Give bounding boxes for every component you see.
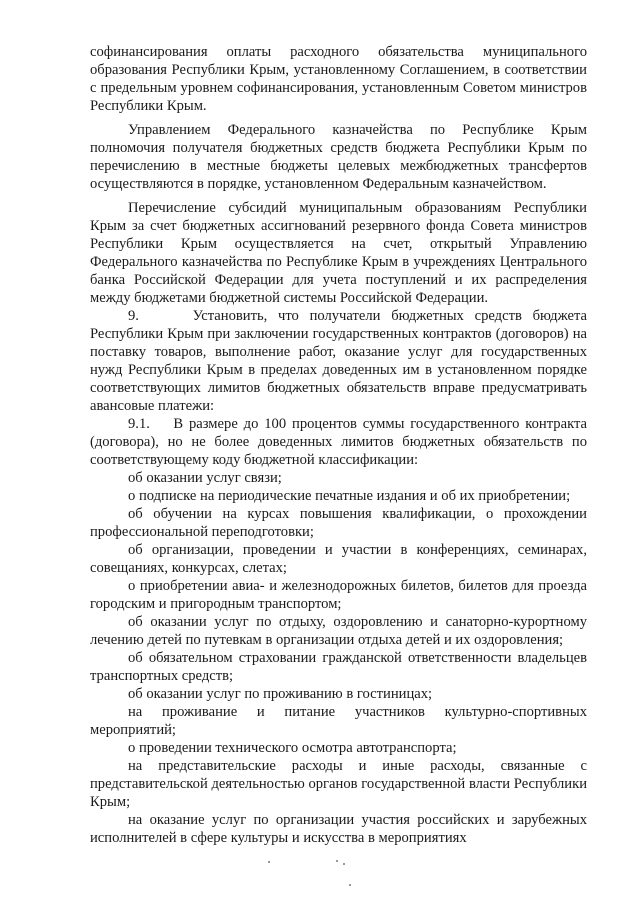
list-item: о подписке на периодические печатные издания и об их приобретении;	[128, 488, 571, 504]
list-item: на представительские расходы и иные расходы, связанные с представительской деятельностью органов государственной власти Республики Крым;	[90, 758, 587, 810]
scan-speck	[336, 860, 338, 862]
list-item: о проведении технического осмотра автотранспорта;	[128, 740, 457, 756]
list-item: об организации, проведении и участии в конференциях, семинарах, совещаниях, конкурсах, слетах;	[90, 542, 587, 576]
paragraph-item-9-1: 9.1. В размере до 100 процентов суммы государственного контракта (договора), но не более доведенных лимитов бюджетных обязательств по соответствующему коду бюджетной классификации:	[90, 416, 587, 468]
paragraph-cofinancing-continuation: софинансирования оплаты расходного обязательства муниципального образования Республики Крым, установленному Соглашением, в соответствии с предельным уровнем софинансирования, установленным Советом министров Республики Крым.	[90, 44, 587, 114]
paragraph-treasury-authority: Управлением Федерального казначейства по Республике Крым полномочия получателя бюджетных средств бюджета Республики Крым по перечислению в местные бюджеты целевых межбюджетных трансфертов осуществляются в порядке, установленном Федеральным казначейством.	[90, 122, 587, 192]
document-body	[90, 43, 587, 847]
list-item: об оказании услуг по отдыху, оздоровлению и санаторно-курортному лечению детей по путевкам в организации отдыха детей и их оздоровления;	[90, 614, 587, 648]
list-item: на оказание услуг по организации участия российских и зарубежных исполнителей в сфере культуры и искусства в мероприятиях	[90, 812, 587, 846]
scan-speck	[349, 884, 351, 886]
scan-speck	[268, 861, 270, 863]
list-item: о приобретении авиа- и железнодорожных билетов, билетов для проезда городским и пригородным транспортом;	[90, 578, 587, 612]
list-item: об обязательном страховании гражданской ответственности владельцев транспортных средств;	[90, 650, 587, 684]
list-item: об обучении на курсах повышения квалификации, о прохождении профессиональной переподготовки;	[90, 506, 587, 540]
list-item: на проживание и питание участников культурно-спортивных мероприятий;	[90, 704, 587, 738]
paragraph-subsidy-transfer: Перечисление субсидий муниципальным образованиям Республики Крым за счет бюджетных ассигнований резервного фонда Совета министров Республики Крым осуществляется на счет, открытый Управлению Федерального казначейства по Республике Крым в учреждениях Центрального банка Российской Федерации для учета поступлений и их распределения между бюджетами бюджетной системы Российской Федерации.	[90, 200, 587, 306]
paragraph-item-9: 9. Установить, что получатели бюджетных средств бюджета Республики Крым при заключении государственных контрактов (договоров) на поставку товаров, выполнение работ, оказание услуг для государственных нужд Республики Крым в пределах доведенных им в установленном порядке соответствующих лимитов бюджетных обязательств вправе предусматривать авансовые платежи:	[90, 308, 587, 414]
scan-speck	[343, 863, 345, 865]
list-item: об оказании услуг связи;	[128, 470, 282, 486]
list-item: об оказании услуг по проживанию в гостиницах;	[128, 686, 433, 702]
